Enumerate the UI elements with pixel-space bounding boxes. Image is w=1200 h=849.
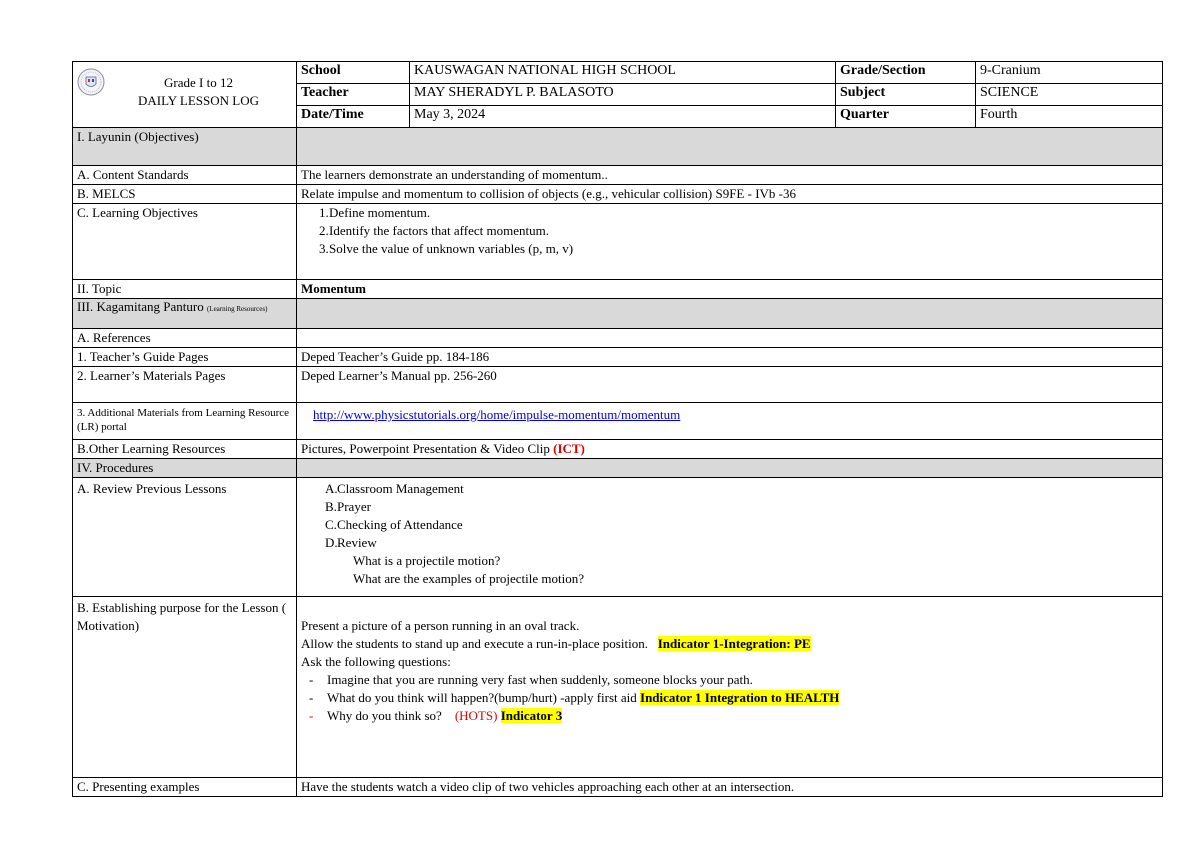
topic-label: II. Topic: [73, 280, 297, 299]
list-item: 2. Identify the factors that affect momentum.: [319, 223, 549, 238]
subject-label: Subject: [836, 84, 976, 106]
indicator-pe-badge: Indicator 1-Integration: PE: [657, 636, 811, 651]
objectives-heading-row: [73, 128, 1163, 166]
school-label: School: [297, 62, 410, 84]
grade-label: Grade/Section: [836, 62, 976, 84]
lesson-log-table: [72, 61, 1163, 797]
question-2: - What do you think will happen?(bump/hurt) -apply first aid Indicator 1 Integration to HEALTH: [309, 690, 840, 705]
other-resources-value: Pictures, Powerpoint Presentation & Video Clip (ICT): [297, 440, 1163, 459]
topic-row: [73, 280, 1163, 299]
presenting-examples-value: Have the students watch a video clip of two vehicles approaching each other at an intersection.: [297, 778, 1163, 797]
content-standards-row: [73, 166, 1163, 185]
teachers-guide-value: Deped Teacher’s Guide pp. 184-186: [297, 348, 1163, 367]
objectives-heading: I. Layunin (Objectives): [73, 128, 297, 166]
question-3: - Why do you think so? (HOTS) Indicator 3: [309, 708, 563, 723]
references-row: [73, 329, 1163, 348]
question-1: - Imagine that you are running very fast when suddenly, someone blocks your path.: [309, 672, 753, 687]
learning-objectives-row: [73, 204, 1163, 280]
daily-lesson-log: [72, 61, 1162, 797]
procedures-heading-fill: [297, 459, 1163, 478]
review-label: A. Review Previous Lessons: [73, 478, 297, 597]
objectives-heading-fill: [297, 128, 1163, 166]
quarter-label: Quarter: [836, 106, 976, 128]
procedures-heading-row: [73, 459, 1163, 478]
lr-portal-link[interactable]: http://www.physicstutorials.org/home/impulse-momentum/momentum: [313, 407, 681, 422]
review-row: [73, 478, 1163, 597]
log-title-cell: [73, 62, 297, 128]
learning-objectives-label: C. Learning Objectives: [73, 204, 297, 280]
other-resources-row: [73, 440, 1163, 459]
presenting-examples-row: [73, 778, 1163, 797]
presenting-examples-label: C. Presenting examples: [73, 778, 297, 797]
purpose-line-1: Present a picture of a person running in an oval track.: [301, 618, 580, 633]
list-item: D. Review: [325, 535, 377, 550]
indicator-3-badge: Indicator 3: [500, 708, 563, 723]
learners-materials-value: Deped Learner’s Manual pp. 256-260: [297, 367, 1163, 403]
other-resources-label: B.Other Learning Resources: [73, 440, 297, 459]
teacher-label: Teacher: [297, 84, 410, 106]
hots-tag: (HOTS): [454, 708, 498, 723]
date-value: May 3, 2024: [410, 106, 836, 128]
purpose-value: [297, 597, 1163, 778]
learning-objectives-value: [297, 204, 1163, 280]
indicator-health-badge: Indicator 1 Integration to HEALTH: [640, 690, 840, 705]
additional-materials-label: 3. Additional Materials from Learning Resource (LR) portal: [73, 403, 297, 440]
log-title-line1: Grade I to 12: [164, 75, 233, 90]
header-row-school: [73, 62, 1163, 84]
teacher-value: MAY SHERADYL P. BALASOTO: [410, 84, 836, 106]
melcs-row: [73, 185, 1163, 204]
learners-materials-row: [73, 367, 1163, 403]
resources-heading-row: [73, 299, 1163, 329]
additional-materials-value: [297, 403, 1163, 440]
purpose-line-2: Allow the students to stand up and execute a run-in-place position. Indicator 1-Integration: PE: [301, 636, 811, 651]
teachers-guide-label: 1. Teacher’s Guide Pages: [73, 348, 297, 367]
review-question-2: What are the examples of projectile motion?: [353, 571, 585, 586]
review-list: [301, 480, 1158, 552]
learners-materials-label: 2. Learner’s Materials Pages: [73, 367, 297, 403]
procedures-heading: IV. Procedures: [73, 459, 297, 478]
references-value: [297, 329, 1163, 348]
quarter-value: Fourth: [976, 106, 1163, 128]
learning-objectives-list: [301, 204, 1158, 258]
subject-value: SCIENCE: [976, 84, 1163, 106]
ict-tag: (ICT): [553, 441, 585, 456]
review-question-1: What is a projectile motion?: [353, 553, 501, 568]
topic-value: Momentum: [297, 280, 1163, 299]
school-value: KAUSWAGAN NATIONAL HIGH SCHOOL: [410, 62, 836, 84]
melcs-label: B. MELCS: [73, 185, 297, 204]
review-value: [297, 478, 1163, 597]
resources-heading: III. Kagamitang Panturo (Learning Resources): [73, 299, 297, 329]
resources-heading-fill: [297, 299, 1163, 329]
list-item: C. Checking of Attendance: [325, 517, 463, 532]
content-standards-label: A. Content Standards: [73, 166, 297, 185]
list-item: B. Prayer: [325, 499, 371, 514]
list-item: 1. Define momentum.: [319, 205, 431, 220]
references-label: A. References: [73, 329, 297, 348]
log-title-line2: DAILY LESSON LOG: [138, 93, 259, 108]
list-item: 3. Solve the value of unknown variables (p, m, v): [319, 241, 574, 256]
purpose-label: B. Establishing purpose for the Lesson ( Motivation): [73, 597, 297, 778]
list-item: A. Classroom Management: [325, 481, 464, 496]
grade-value: 9-Cranium: [976, 62, 1163, 84]
purpose-line-3: Ask the following questions:: [301, 654, 451, 669]
teachers-guide-row: [73, 348, 1163, 367]
melcs-value: Relate impulse and momentum to collision of objects (e.g., vehicular collision) S9FE - IVb -36: [297, 185, 1163, 204]
purpose-row: [73, 597, 1163, 778]
content-standards-value: The learners demonstrate an understanding of momentum..: [297, 166, 1163, 185]
date-label: Date/Time: [297, 106, 410, 128]
additional-materials-row: [73, 403, 1163, 440]
deped-seal-icon: [77, 68, 105, 96]
